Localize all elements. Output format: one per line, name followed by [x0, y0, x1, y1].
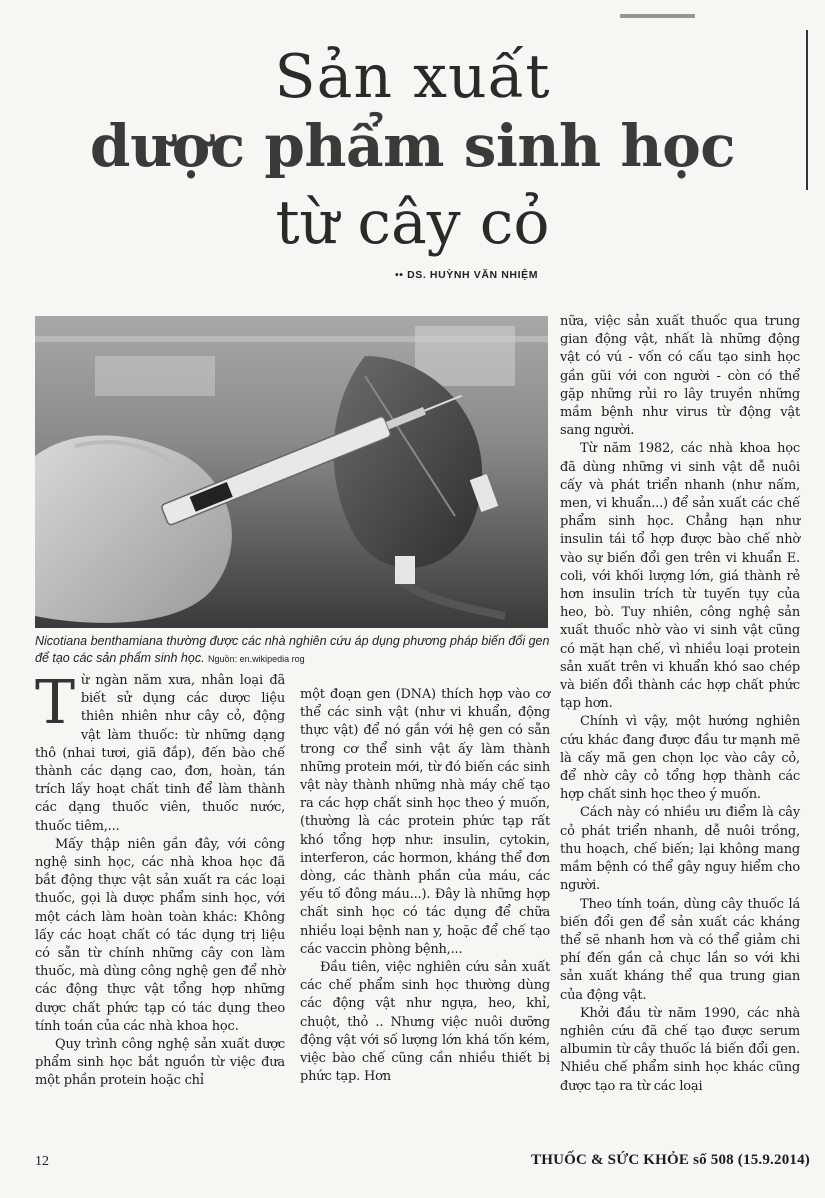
- page-number: 12: [35, 1154, 49, 1169]
- photo-illustration: [35, 316, 548, 628]
- paragraph: Quy trình công nghệ sản xuất dược phẩm sinh học bắt nguồn từ việc đưa một phần protein hoặc chỉ: [35, 1037, 285, 1089]
- paragraph: nữa, việc sản xuất thuốc qua trung gian động vật, nhất là những động vật có vú - vốn có cấu tạo sinh học gần gũi với con người - còn có thể gặp những rủi ro lây truyền những mầm bệnh như virus từ động vật sang người.: [560, 314, 800, 439]
- paragraph: Từ năm 1982, các nhà khoa học đã dùng những vi sinh vật dễ nuôi cấy và phát triển nhanh (như nấm, men, vi khuẩn...) để sản xuất các chế phẩm sinh học. Chẳng hạn như insulin tái tổ hợp được bào chế nhờ vào sự biến đổi gen trên vi khuẩn E. coli, với khối lượng lớn, giá thành rẻ hơn insulin trích từ tuyến tụy của heo, bò. Tuy nhiên, công nghệ sản xuất thuốc nhờ vào vi sinh vật cũng có mặt hạn chế, vì nhiều loại protein sản xuất trên vi khuẩn khó sao chép và biến đổi thành các hợp chất phức tạp hơn.: [560, 441, 800, 712]
- paragraph: ừ ngàn năm xưa, nhân loại đã biết sử dụng các dược liệu thiên nhiên như cây cỏ, động vật làm thuốc: từ những dạng thô (nhai tươi, giã đắp), đến bào chế thành các dạng cao, đơn, hoàn, tán trích lấy hoạt chất tinh để làm thành các dạng thuốc viên, thuốc nước, thuốc tiêm,...: [35, 673, 285, 834]
- column-1: [35, 668, 285, 1091]
- photo-caption: [35, 633, 555, 668]
- paragraph: Đầu tiên, việc nghiên cứu sản xuất các chế phẩm sinh học thường dùng các động vật như ngựa, heo, khỉ, chuột, thỏ .. Nhưng việc nuôi dưỡng động vật với số lượng lớn khá tốn kém, việc bào chế cũng cần nhiều thiết bị phức tạp. Hơn: [300, 960, 550, 1085]
- title-line-1: Sản xuất: [274, 42, 551, 112]
- paragraph: Cách này có nhiều ưu điểm là cây cỏ phát triển nhanh, dễ nuôi trồng, thu hoạch, chế biến; lại không mang mầm bệnh có thể gây nguy hiểm cho người.: [560, 805, 800, 894]
- title-line-2: dược phẩm sinh học: [89, 112, 736, 180]
- caption-source: Nguồn: en.wikipedia rog: [208, 654, 305, 664]
- article-photo: [35, 316, 548, 628]
- author-byline: •• DS. HUỲNH VĂN NHIỆM: [395, 269, 539, 281]
- drop-cap: T: [35, 668, 75, 738]
- paragraph: Theo tính toán, dùng cây thuốc lá biến đổi gen để sản xuất các kháng thể sẽ nhanh hơn và có thể giảm chi phí đến gần cả chục lần so với khi sản xuất kháng thể qua trung gian của động vật.: [560, 896, 800, 1003]
- magazine-footer: THUỐC & SỨC KHỎE số 508 (15.9.2014): [531, 1152, 810, 1168]
- title-line-3: từ cây cỏ: [275, 188, 550, 258]
- paragraph: một đoạn gen (DNA) thích hợp vào cơ thể các sinh vật (như vi khuẩn, động thực vật) để nó gắn với hệ gen có sẵn trong cơ thể sinh vật ấy làm thành những protein mới, từ đó biến các sinh vật này thành những nhà máy chế tạo ra các hợp chất sinh học theo ý muốn, (thường là các protein phức tạp rất khó tổng hợp như: insulin, cytokin, interferon, các hormon, kháng thể đơn dòng, các thành phần của máu, các yếu tố đông máu...). Đây là những hợp chất sinh học có tác dụng để chữa nhiều loại bệnh nan y, hoặc để chế tạo các vaccin phòng bệnh,...: [300, 687, 550, 957]
- caption-text: Nicotiana benthamiana thường được các nhà nghiên cứu áp dụng phương pháp biến đổi gen để tạo các sản phẩm sinh học.: [35, 634, 550, 665]
- column-2: [300, 686, 550, 1086]
- paragraph: Mấy thập niên gần đây, với công nghệ sinh học, các nhà khoa học đã bắt động thực vật sản xuất ra các loại thuốc, gọi là dược phẩm sinh học, với một cách làm hoàn toàn khác: Không lấy các hoạt chất có tác dụng trị liệu có sẵn từ chính những cây con làm thuốc, mà dùng công nghệ gen để nhờ các động thực vật tổng hợp những dược chất phức tạp có tác dụng theo tính toán của các nhà khoa học.: [35, 836, 285, 1034]
- paragraph: Khởi đầu từ năm 1990, các nhà nghiên cứu đã chế tạo được serum albumin từ cây thuốc lá biến đổi gen. Nhiều chế phẩm sinh học khác cũng được tạo ra từ các loại: [560, 1005, 800, 1094]
- scan-mark: [620, 14, 695, 18]
- column-3: [560, 313, 800, 1096]
- paragraph: Chính vì vậy, một hướng nghiên cứu khác đang được đầu tư mạnh mẽ là cấy mã gen chọn lọc vào cây cỏ, để nhờ cây cỏ tổng hợp thành các hợp chất sinh học theo ý muốn.: [560, 714, 800, 803]
